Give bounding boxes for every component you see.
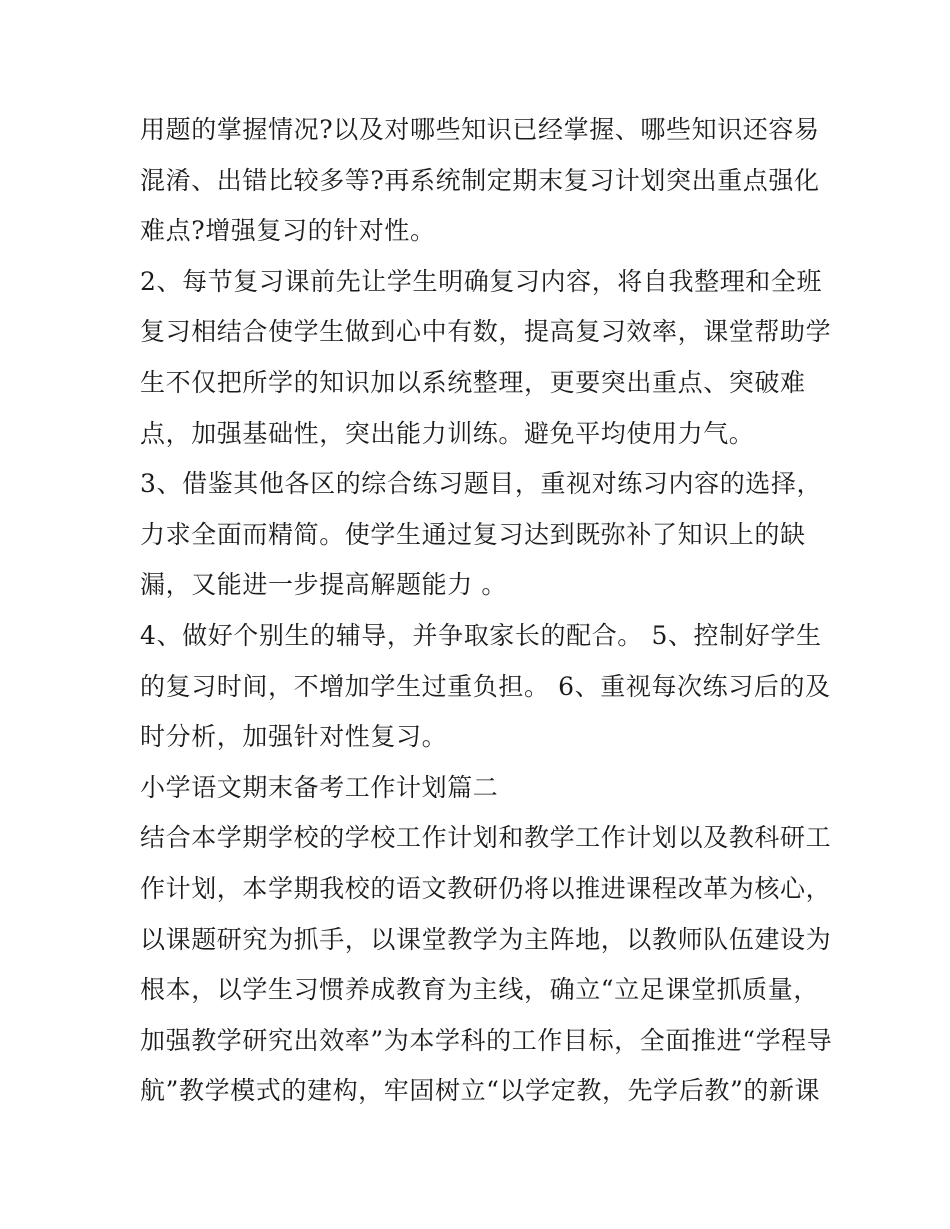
text-line: 加强教学研究出效率”为本学科的工作目标，全面推进“学程导 <box>140 1025 833 1055</box>
text-line: 用题的掌握情况?以及对哪些知识已经掌握、哪些知识还容易 <box>140 115 820 144</box>
text-line: 漏，又能进一步提高解题能力 。 <box>140 570 507 600</box>
text-line: 以课题研究为抓手，以课堂教学为主阵地，以教师队伍建设为 <box>140 924 832 954</box>
text-line: 时分析，加强针对性复习。 <box>140 722 448 752</box>
text-line: 生不仅把所学的知识加以系统整理，更要突出重点、突破难 <box>140 367 806 397</box>
text-line: 根本，以学生习惯养成教育为主线，确立“立足课堂抓质量， <box>140 975 819 1005</box>
text-line: 的复习时间，不增加学生过重负担。 6、重视每次练习后的及 <box>140 671 831 701</box>
text-line: 力求全面而精简。使学生通过复习达到既弥补了知识上的缺 <box>140 519 806 549</box>
text-line: 难点?增强复习的针对性。 <box>140 216 436 246</box>
text-line: 复习相结合使学生做到心中有数，提高复习效率，课堂帮助学 <box>140 317 832 347</box>
text-line: 点，加强基础性，突出能力训练。避免平均使用力气。 <box>140 418 755 448</box>
text-line: 4、做好个别生的辅导，并争取家长的配合。 5、控制好学生 <box>140 620 822 650</box>
text-line: 结合本学期学校的学校工作计划和教学工作计划以及教科研工 <box>140 823 832 853</box>
text-line: 航”教学模式的建构，牢固树立“以学定教，先学后教”的新课 <box>140 1076 821 1106</box>
document-body <box>140 105 833 1117</box>
text-line: 混淆、出错比较多等?再系统制定期末复习计划突出重点强化 <box>140 165 820 195</box>
text-line: 3、借鉴其他各区的综合练习题目，重视对练习内容的选择， <box>140 469 823 499</box>
section-heading: 小学语文期末备考工作计划篇二 <box>140 772 499 802</box>
text-line: 作计划，本学期我校的语文教研仍将以推进课程改革为核心， <box>140 873 832 903</box>
text-line: 2、每节复习课前先让学生明确复习内容，将自我整理和全班 <box>140 266 823 296</box>
